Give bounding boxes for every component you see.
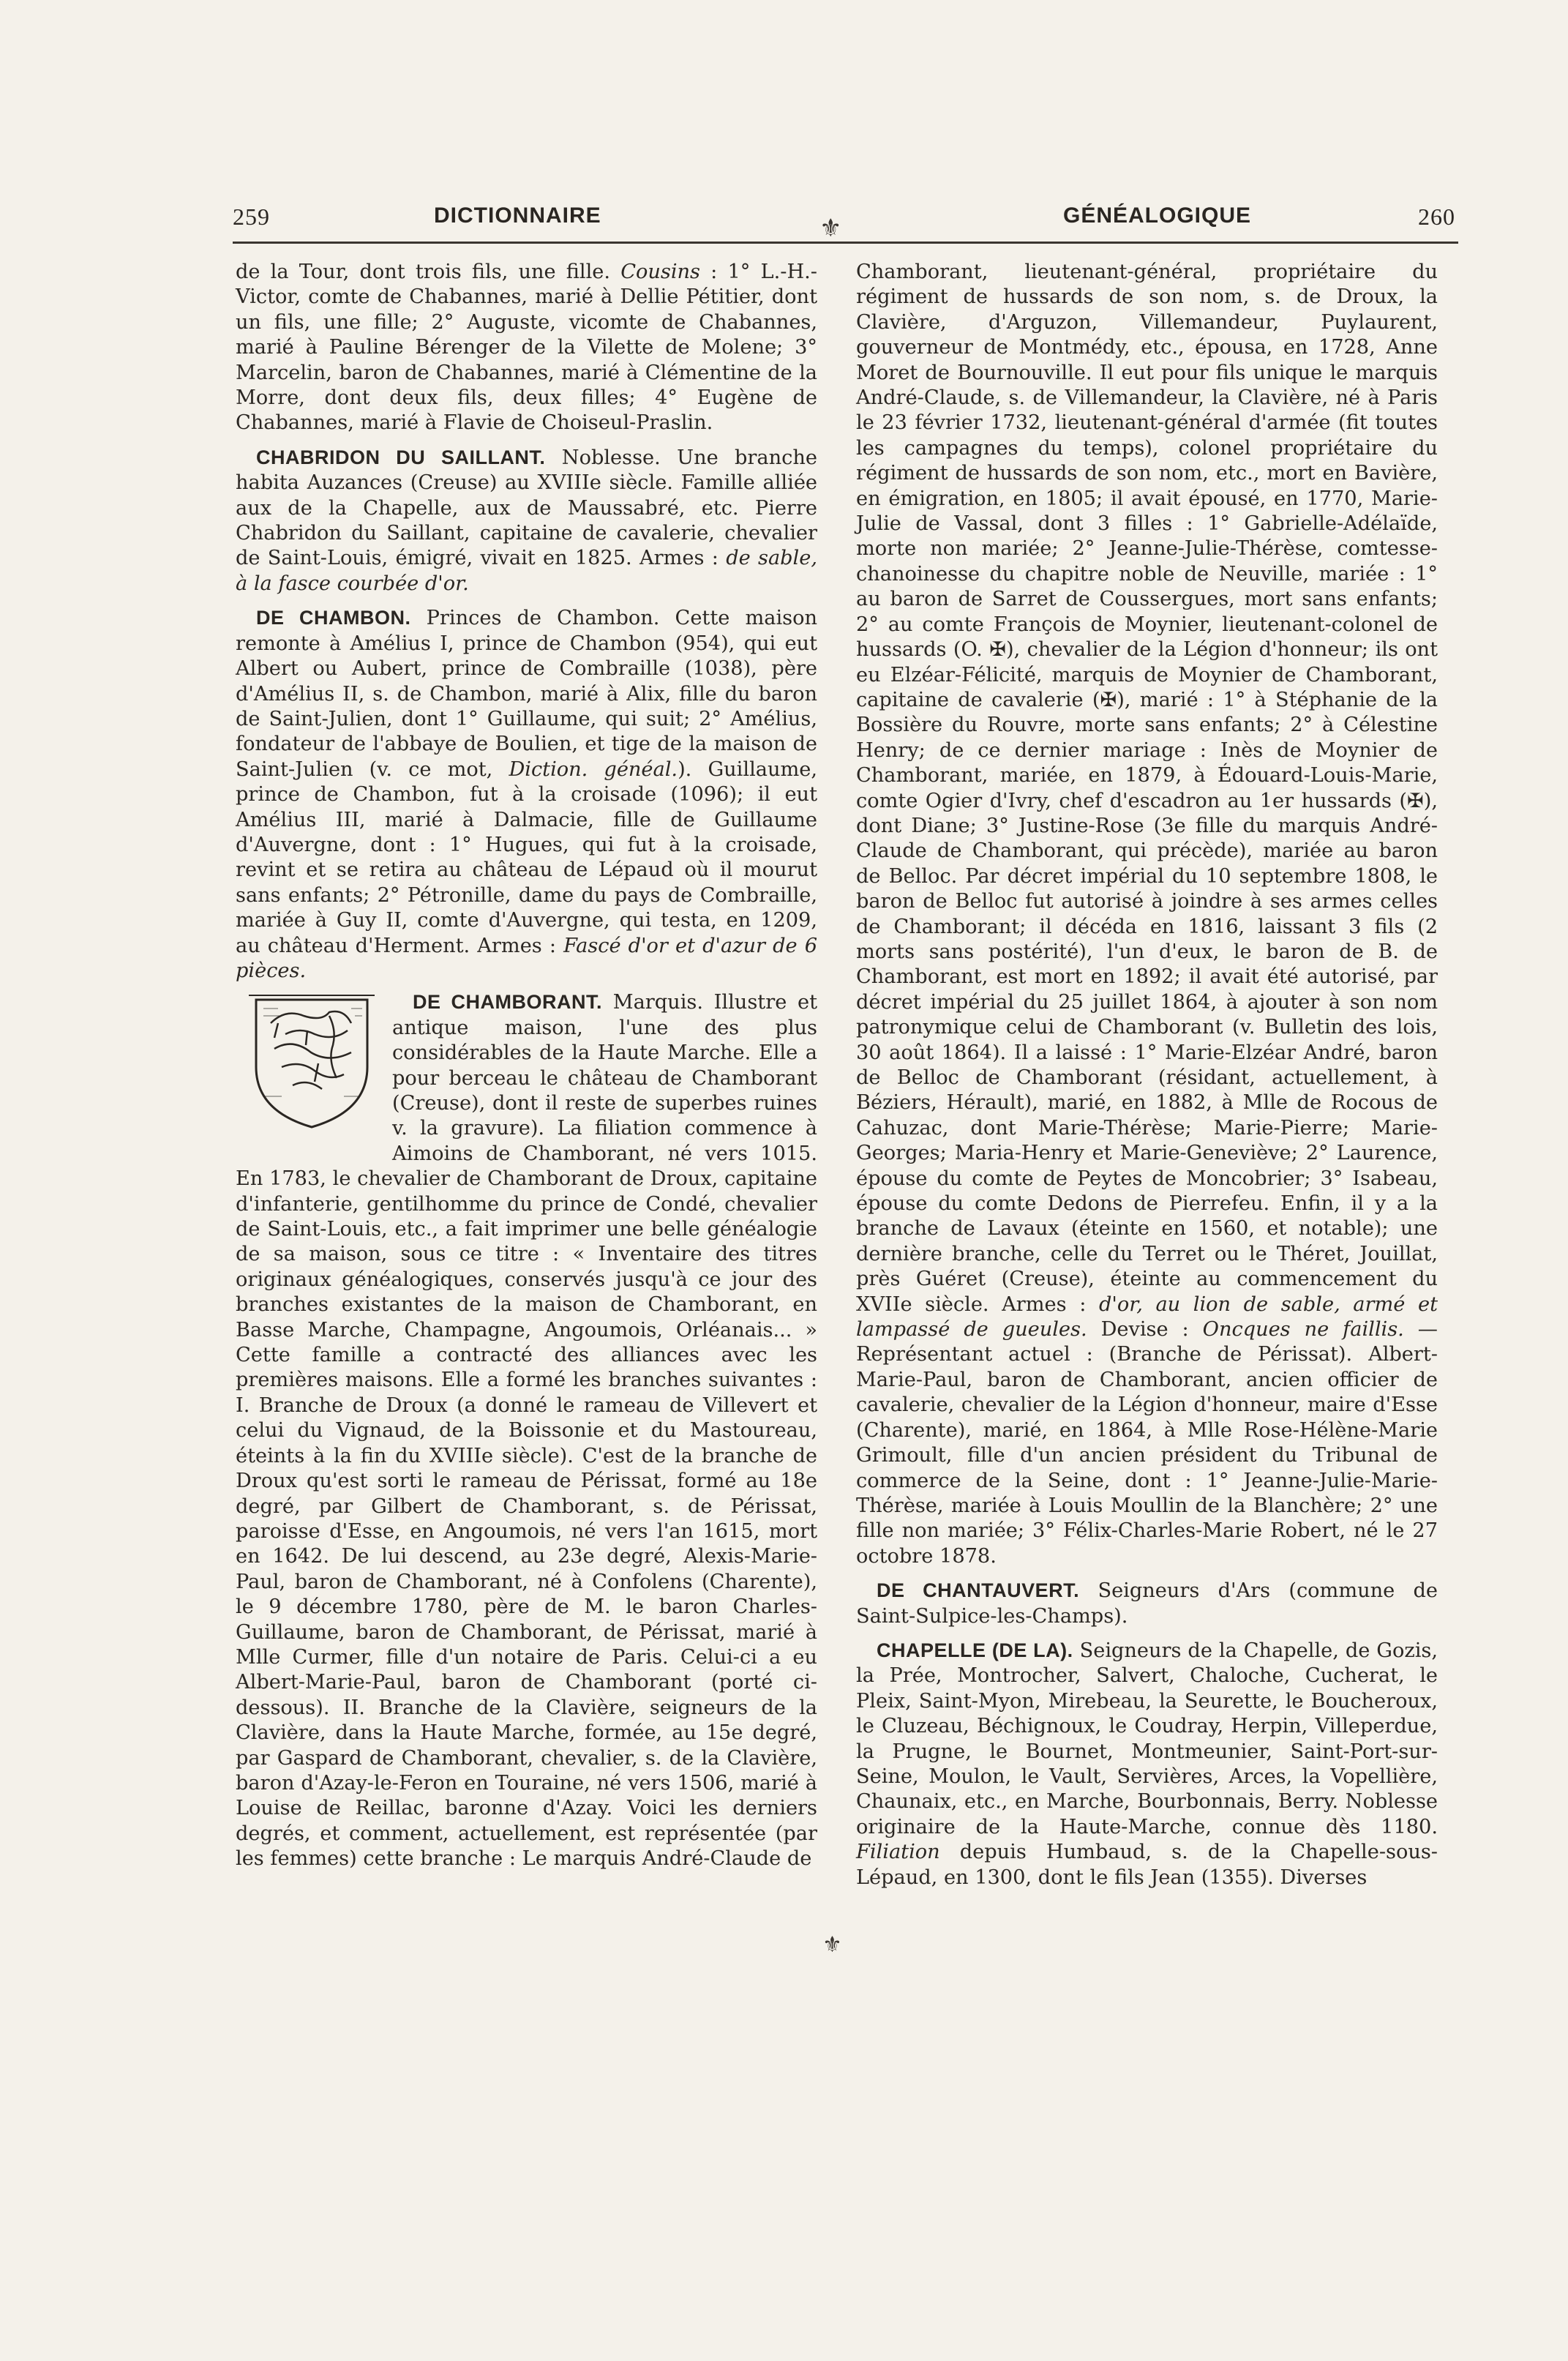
bottom-fleuron-icon: ⚜ <box>822 1932 842 1958</box>
headword: DE CHAMBORANT. <box>413 991 603 1014</box>
heraldic-lion-shield-icon <box>241 994 380 1133</box>
entry-text: Seigneurs de la Chapelle, de Gozis, la Prée, Montrocher, Salvert, Chaloche, Cucherat, le Pleix, Saint-Myon, Mirebeau, la Seurette, le Boucheroux, le Cluzeau, Béchignoux, le Coudray, Herpin, Villeperdue, la Prugne, le Bournet, Montmeunier, Saint-Port-sur-Seine, Moulon, le Vault, Servières, Arces, la Vopellière, Chaunaix, etc., en Marche, Bourbonnais, Berry. Noblesse originaire de la Haute-Marche, connue dès 1180. <box>856 1639 1438 1838</box>
intro-rest: : 1° L.-H.-Victor, comte de Chabannes, marié à Dellie Pétitier, dont un fils, une fille; 2° Auguste, vicomte de Chabannes, marié à Pauline Bérenger de la Vilette de Molene; 3° Marcelin, baron de Chabannes, marié à Clémentine de la Morre, dont deux fils, deux filles; 4° Eugène de Chabannes, marié à Flavie de Choiseul-Praslin. <box>236 261 817 435</box>
headword: DE CHANTAUVERT. <box>877 1579 1080 1602</box>
entry-text: Chamborant, lieutenant-général, propriétaire du régiment de hussards de son nom, s. de Droux, la Clavière, d'Arguzon, Villemandeur, Puylaurent, gouverneur de Montmédy, etc., épousa, en 1728, Anne Moret de Bournouville. Il eut pour fils unique le marquis André-Claude, s. de Villemandeur, la Clavière, né à Paris le 23 février 1732, lieutenant-général d'armée (fit toutes les campagnes du temps), colonel propriétaire du régiment de hussards de son nom, etc., mort en Bavière, en émigration, en 1805; il avait épousé, en 1770, Marie-Julie de Vassal, dont 3 filles : 1° Gabrielle-Adélaïde, morte non mariée; 2° Jeanne-Julie-Thérèse, comtesse-chanoinesse du chapitre noble de Neuville, mariée : 1° au baron de Sarret de Coussergues, mort sans enfants; 2° au comte François de Moynier, lieutenant-colonel de hussards (O. ✠), chevalier de la Légion d'honneur; ils ont eu Elzéar-Félicité, marquis de Moynier de Chamborant, capitaine de cavalerie (✠), marié : 1° à Stéphanie de la Bossière du Rouvre, morte sans enfants; 2° à Célestine Henry; de ce dernier mariage : Inès de Moynier de Chamborant, mariée, en 1879, à Édouard-Louis-Marie, comte Ogier d'Ivry, chef d'escadron au 1er hussards (✠), dont Diane; 3° Justine-Rose (3e fille du marquis André-Claude de Chamborant, qui précède), mariée au baron de Belloc. Par décret impérial du 10 septembre 1808, le baron de Belloc fut autorisé à joindre à ses armes celles de Chamborant; il décéda en 1816, laissant 3 fils (2 morts sans postérité), l'un d'eux, le baron de B. de Chamborant, est mort en 1892; il avait été autorisé, par décret impérial du 25 juillet 1864, à ajouter à son nom patronymique celui de Chamborant (v. Bulletin des lois, 30 août 1864). Il a laissé : 1° Marie-Elzéar André, baron de Belloc de Chamborant (résidant, actuellement, à Béziers, Hérault), marié, en 1882, à Mlle de Rocous de Cahuzac, dont Marie-Thérèse; Marie-Pierre; Marie-Georges; Maria-Henry et Marie-Geneviève; 2° Laurence, épouse du comte de Peytes de Moncobrier; 3° Isabeau, épouse du comte Dedons de Pierrefeu. Enfin, il y a la branche de Lavaux (éteinte en 1560, et notable); une dernière branche, celle du Terret ou le Théret, Jouillat, près Guéret (Creuse), éteinte au commencement du XVIIe siècle. Armes : <box>856 261 1438 1316</box>
entry-text: Noblesse. Une branche habita Auzances (Creuse) au XVIIIe siècle. Famille alliée aux de la Chapelle, aux de Maussabré, etc. Pierre Chabridon du Saillant, capitaine de cavalerie, chevalier de Saint-Louis, émigré, vivait en 1825. Armes : <box>236 446 817 570</box>
entry-chambon <box>236 605 817 984</box>
entry-chabridon <box>236 445 817 596</box>
right-page-number: 260 <box>1418 203 1455 230</box>
entry-chantauvert <box>856 1578 1438 1629</box>
arms-text: d'or, au lion de sable, armé et lampassé de gueules. <box>856 1292 1438 1342</box>
right-column <box>856 260 1438 1890</box>
intro-italic: Cousins <box>620 261 701 283</box>
headword: DE CHAMBON. <box>256 607 411 629</box>
page-header <box>233 203 1458 240</box>
reference-text: Diction. généal. <box>509 757 678 781</box>
headword: CHABRIDON DU SAILLANT. <box>256 446 546 468</box>
fleuron-ornament-icon: ⚜ <box>819 214 842 243</box>
entry-text: depuis Humbaud, s. de la Chapelle-sous-Lépaud, en 1300, dont le fils Jean (1355). Diverses <box>856 1841 1438 1889</box>
continued-paragraph <box>236 260 817 436</box>
entry-text: ). Guillaume, prince de Chambon, fut à la croisade (1096); il eut Amélius III, marié à Dalmacie, fille de Guillaume d'Auvergne, dont : 1° Hugues, qui fut à la croisade, revint et se retira au château de Lépaud où il mourut sans enfants; 2° Pétronille, dame du pays de Combraille, mariée à Guy II, comte d'Auvergne, qui testa, en 1209, au château d'Herment. Armes : <box>236 757 817 957</box>
devise-label: Devise : <box>1087 1318 1203 1342</box>
left-running-title: DICTIONNAIRE <box>434 203 601 228</box>
header-rule <box>233 242 1458 244</box>
entry-chapelle <box>856 1638 1438 1890</box>
left-column <box>236 260 817 1872</box>
entry-text: Seigneurs d'Ars (commune de Saint-Sulpice-les-Champs). <box>856 1579 1438 1628</box>
chamborant-continued <box>856 260 1438 1569</box>
right-running-title: GÉNÉALOGIQUE <box>1063 203 1252 228</box>
entry-text: Marquis. Illustre et antique maison, l'une des plus considérables de la Haute Marche. Elle a pour berceau le château de Chamborant (Creuse), dont il reste de superbes ruines v. la gravure). La filiation commence à Aimoins de Chamborant, né vers 1015. En 1783, le chevalier de Chamborant de Droux, capitaine d'infanterie, gentilhomme du prince de Condé, chevalier de Saint-Louis, etc., a fait imprimer une belle généalogie de sa maison, sous ce titre : « Inventaire des titres originaux généalogiques, conservés jusqu'à ce jour des branches existantes de la maison de Chamborant, en Basse Marche, Champagne, Angoumois, Orléanais... » Cette famille a contracté des alliances avec les premières maisons. Elle a formé les branches suivantes : I. Branche de Droux (a donné le rameau de Villevert et celui du Vignaud, de la Boissonie et du Mastoureau, éteints à la fin du XVIIIe siècle). C'est de la branche de Droux qu'est sorti le rameau de Périssat, formé au 18e degré, par Gilbert de Chamborant, s. de Périssat, paroisse d'Esse, en Angoumois, né vers l'an 1615, mort en 1642. De lui descend, au 23e degré, Alexis-Marie-Paul, baron de Chamborant, né à Confolens (Charente), le 9 décembre 1780, père de M. le baron Charles-Guillaume, baron de Chamborant, de Périssat, marié à Mlle Curmer, fille d'un notaire de Paris. Celui-ci a eu Albert-Marie-Paul, baron de Chamborant (porté ci-dessous). II. Branche de la Clavière, seigneurs de la Clavière, dans la Haute Marche, formée, au 15e degré, par Gaspard de Chamborant, chevalier, s. de la Clavière, baron d'Azay-le-Feron en Touraine, né vers 1506, marié à Louise de Reillac, baronne d'Azay. Voici les derniers degrés, et comment, actuellement, est représentée (par les femmes) cette branche : Le marquis André-Claude de <box>236 991 817 1871</box>
arms-text: de sable, à la fasce courbée d'or. <box>236 547 817 595</box>
intro-text: de la Tour, dont trois fils, une fille. <box>236 261 611 283</box>
left-page-number: 259 <box>233 203 270 230</box>
arms-text: Fascé d'or et d'azur de 6 pièces. <box>236 934 818 982</box>
entry-text: Princes de Chambon. Cette maison remonte à Amélius I, prince de Chambon (954), qui eut Albert ou Aubert, prince de Combraille (1038), père d'Amélius II, s. de Chambon, marié à Alix, fille du baron de Saint-Julien, dont 1° Guillaume, qui suit; 2° Amélius, fondateur de l'abbaye de Boulien, et tige de la maison de Saint-Julien (v. ce mot, <box>236 607 817 781</box>
headword: CHAPELLE (DE LA). <box>877 1639 1073 1661</box>
filiation-label: Filiation <box>856 1841 940 1864</box>
entry-text: — Représentant actuel : (Branche de Périssat). Albert-Marie-Paul, baron de Chamborant, ancien officier de cavalerie, chevalier de la Légion d'honneur, maire d'Esse (Charente), marié, en 1864, à Mlle Rose-Hélène-Marie Grimoult, fille d'un ancien président du Tribunal de commerce de la Seine, dont : 1° Jeanne-Julie-Marie-Thérèse, mariée à Louis Moullin de la Blanchère; 2° une fille non mariée; 3° Félix-Charles-Marie Robert, né le 27 octobre 1878. <box>856 1318 1438 1568</box>
coat-of-arms-illustration <box>236 984 382 1137</box>
devise-text: Oncques ne faillis. <box>1202 1318 1404 1342</box>
